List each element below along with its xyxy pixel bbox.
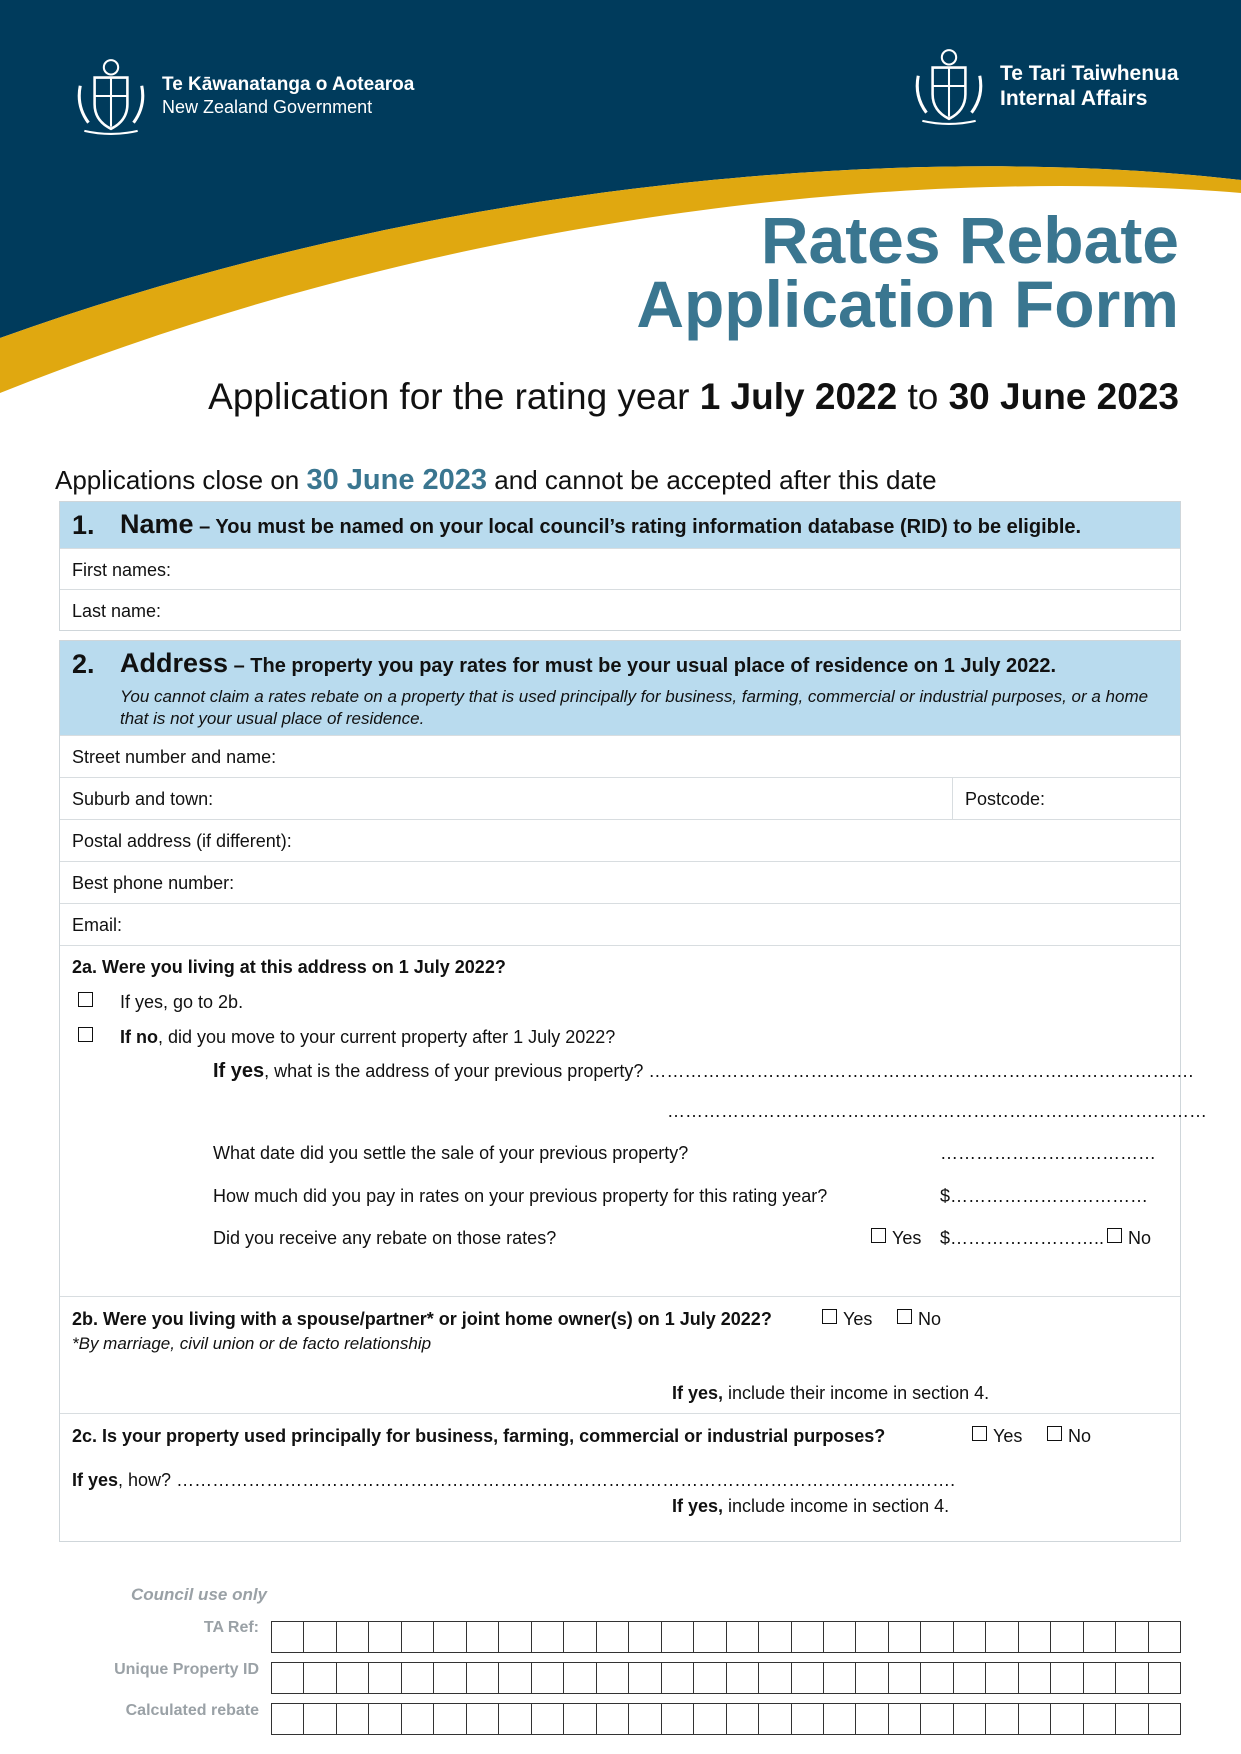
q2a-yes-label: If yes, go to 2b. <box>120 992 244 1012</box>
rebate-yes-checkbox[interactable] <box>871 1228 886 1243</box>
council-box[interactable] <box>629 1663 661 1693</box>
q2c-how-rest: , how? <box>118 1470 177 1490</box>
gov-logo-line1: Te Kāwanatanga o Aotearoa <box>162 73 415 95</box>
question-2c <box>60 1413 1180 1534</box>
council-box[interactable] <box>986 1622 1018 1652</box>
subtitle-mid: to <box>897 376 949 417</box>
q2c-if-rest: include income in section 4. <box>723 1496 950 1516</box>
council-box[interactable] <box>304 1704 336 1734</box>
section-address-header <box>60 641 1180 735</box>
q2a-no-bold: If no <box>120 1027 158 1047</box>
postcode-label: Postcode: <box>965 789 1046 809</box>
council-box[interactable] <box>824 1663 856 1693</box>
council-box[interactable] <box>402 1704 434 1734</box>
internal-affairs-logo <box>908 45 1179 127</box>
gov-logo-line2: New Zealand Government <box>162 96 373 117</box>
q2a-no-label <box>120 1027 615 1048</box>
council-box[interactable] <box>694 1663 726 1693</box>
q2c-label: 2c. Is your property used principally for business, farming, commercial or industrial purposes? <box>72 1426 886 1446</box>
section-title-rest: – The property you pay rates for must be your usual place of residence on 1 July 2022. <box>228 655 1057 677</box>
council-box[interactable] <box>921 1622 953 1652</box>
property-id-boxes[interactable] <box>271 1662 1181 1694</box>
council-box[interactable] <box>369 1663 401 1693</box>
rebate-no-checkbox[interactable] <box>1107 1228 1122 1243</box>
council-box[interactable] <box>792 1622 824 1652</box>
council-box[interactable] <box>564 1663 596 1693</box>
nz-government-logo <box>70 55 414 137</box>
q2c-yes-label: Yes <box>993 1426 1023 1446</box>
close-date: 30 June 2023 <box>306 464 488 496</box>
council-box[interactable] <box>954 1663 986 1693</box>
council-box[interactable] <box>856 1704 888 1734</box>
council-box[interactable] <box>1051 1663 1083 1693</box>
last-name-label: Last name: <box>72 601 162 621</box>
council-box[interactable] <box>1019 1663 1051 1693</box>
postal-label: Postal address (if different): <box>72 831 292 851</box>
council-box[interactable] <box>727 1663 759 1693</box>
q2b-yes-label: Yes <box>843 1309 873 1329</box>
council-box[interactable] <box>662 1704 694 1734</box>
council-box[interactable] <box>986 1663 1018 1693</box>
rating-year-subtitle <box>208 376 1179 418</box>
q2a-label: 2a. Were you living at this address on 1 July 2022? <box>72 957 506 977</box>
council-box[interactable] <box>532 1663 564 1693</box>
council-box[interactable] <box>402 1663 434 1693</box>
council-use-label: Council use only <box>131 1585 268 1604</box>
council-box[interactable] <box>337 1622 369 1652</box>
council-box[interactable] <box>954 1622 986 1652</box>
council-box[interactable] <box>597 1663 629 1693</box>
council-box[interactable] <box>1084 1622 1116 1652</box>
ta-ref-boxes[interactable] <box>271 1621 1181 1653</box>
council-box[interactable] <box>499 1663 531 1693</box>
q2b-no-label: No <box>918 1309 942 1329</box>
council-box[interactable] <box>921 1704 953 1734</box>
rates-paid-label: How much did you pay in rates on your previous property for this rating year? <box>213 1186 828 1206</box>
council-box[interactable] <box>727 1704 759 1734</box>
q2c-no-label: No <box>1068 1426 1092 1446</box>
section-address-note: You cannot claim a rates rebate on a property that is used principally for business, farming, commercial or industrial purposes, or a home that is not your usual place of residence. <box>120 687 1149 728</box>
section-name <box>59 501 1181 631</box>
council-box[interactable] <box>1084 1663 1116 1693</box>
council-box[interactable] <box>954 1704 986 1734</box>
q2b-yes-checkbox[interactable] <box>822 1309 837 1324</box>
section-title <box>120 648 1056 679</box>
prev-address-line1[interactable]: ………………………………………………………………………………. <box>648 1061 1194 1081</box>
council-box[interactable] <box>467 1663 499 1693</box>
q2b-no-checkbox[interactable] <box>897 1309 912 1324</box>
coat-of-arms-icon <box>70 55 152 137</box>
q2b-label: 2b. Were you living with a spouse/partner* or joint home owner(s) on 1 July 2022? <box>72 1309 772 1329</box>
council-box[interactable] <box>1051 1704 1083 1734</box>
ta-ref-label: TA Ref: <box>203 1619 259 1636</box>
q2c-if-bold: If yes, <box>672 1496 724 1516</box>
postal-address-field[interactable] <box>60 819 1180 861</box>
street-label: Street number and name: <box>72 747 277 767</box>
council-box[interactable] <box>792 1704 824 1734</box>
council-box[interactable] <box>1019 1704 1051 1734</box>
settle-date-label: What date did you settle the sale of your previous property? <box>213 1143 689 1163</box>
email-label: Email: <box>72 915 123 935</box>
council-box[interactable] <box>856 1663 888 1693</box>
phone-label: Best phone number: <box>72 873 235 893</box>
section-address <box>59 640 1207 1542</box>
q2b-income-note <box>672 1383 989 1404</box>
section-title-main: Name <box>120 509 194 539</box>
council-box[interactable] <box>467 1622 499 1652</box>
subtitle-to: 30 June 2023 <box>948 376 1179 417</box>
q2c-no-checkbox[interactable] <box>1047 1426 1062 1441</box>
suburb-row <box>60 777 1180 819</box>
subtitle-from: 1 July 2022 <box>699 376 898 417</box>
council-box[interactable] <box>337 1704 369 1734</box>
q2c-how-input[interactable]: …………………………………………………………………………………………………………………. <box>176 1470 956 1490</box>
page-title <box>636 203 1179 341</box>
council-box[interactable] <box>434 1622 466 1652</box>
council-box[interactable] <box>564 1622 596 1652</box>
q2b-if-bold: If yes, <box>672 1383 724 1403</box>
section-title-main: Address <box>120 648 229 678</box>
council-box[interactable] <box>986 1704 1018 1734</box>
council-box[interactable] <box>337 1663 369 1693</box>
council-box[interactable] <box>1116 1704 1148 1734</box>
prev-address-label <box>213 1060 1193 1083</box>
council-box[interactable] <box>1149 1622 1180 1652</box>
council-box[interactable] <box>499 1622 531 1652</box>
settle-date-input[interactable]: ……………………………… <box>940 1143 1156 1163</box>
council-box[interactable] <box>369 1704 401 1734</box>
dept-logo-line2: Internal Affairs <box>1000 87 1148 110</box>
council-box[interactable] <box>694 1704 726 1734</box>
suburb-field[interactable] <box>60 778 952 819</box>
dept-logo-line1: Te Tari Taiwhenua <box>1000 61 1179 85</box>
section-number: 2. <box>72 649 95 679</box>
council-box[interactable] <box>369 1622 401 1652</box>
close-post: and cannot be accepted after this date <box>487 465 937 495</box>
q2a-no-rest: , did you move to your current property after 1 July 2022? <box>158 1027 616 1047</box>
council-box[interactable] <box>792 1663 824 1693</box>
section-title <box>120 509 1081 540</box>
email-field[interactable] <box>60 903 1180 945</box>
council-box[interactable] <box>532 1704 564 1734</box>
q2c-yes-checkbox[interactable] <box>972 1426 987 1441</box>
council-box[interactable] <box>597 1622 629 1652</box>
phone-field[interactable] <box>60 861 1180 903</box>
prev-address-bold: If yes <box>213 1060 265 1082</box>
council-box[interactable] <box>727 1622 759 1652</box>
first-names-field[interactable] <box>60 548 1180 589</box>
section-number: 1. <box>72 510 95 540</box>
suburb-label: Suburb and town: <box>72 789 214 809</box>
close-notice <box>55 464 937 497</box>
council-box[interactable] <box>597 1704 629 1734</box>
question-2b <box>60 1296 1180 1413</box>
council-box[interactable] <box>1116 1663 1148 1693</box>
council-box[interactable] <box>824 1704 856 1734</box>
q2a-yes-checkbox[interactable] <box>78 992 93 1007</box>
council-box[interactable] <box>824 1622 856 1652</box>
postcode-field[interactable] <box>952 778 1181 819</box>
council-box[interactable] <box>1116 1622 1148 1652</box>
council-box[interactable] <box>694 1622 726 1652</box>
coat-of-arms-icon <box>908 45 990 127</box>
rebate-no-label: No <box>1128 1228 1152 1248</box>
q2b-note: *By marriage, civil union or de facto relationship <box>72 1334 432 1353</box>
council-box[interactable] <box>662 1622 694 1652</box>
council-box[interactable] <box>434 1663 466 1693</box>
council-box[interactable] <box>1084 1704 1116 1734</box>
title-line1: Rates Rebate <box>760 203 1179 277</box>
property-id-label: Unique Property ID <box>114 1661 259 1678</box>
first-names-label: First names: <box>72 560 172 580</box>
council-box[interactable] <box>272 1622 304 1652</box>
council-box[interactable] <box>499 1704 531 1734</box>
q2c-how <box>72 1470 955 1491</box>
council-box[interactable] <box>889 1704 921 1734</box>
q2c-how-bold: If yes <box>72 1470 119 1490</box>
council-box[interactable] <box>889 1622 921 1652</box>
close-pre: Applications close on <box>55 465 307 495</box>
council-box[interactable] <box>662 1663 694 1693</box>
street-field[interactable] <box>60 735 1180 777</box>
section-name-header <box>60 502 1180 548</box>
council-box[interactable] <box>629 1704 661 1734</box>
question-2a <box>60 945 1207 1296</box>
rebate-received-label: Did you receive any rebate on those rates? <box>213 1228 557 1248</box>
calculated-rebate-label: Calculated rebate <box>125 1702 259 1719</box>
council-box[interactable] <box>272 1704 304 1734</box>
q2c-income-note <box>672 1496 949 1517</box>
q2b-if-rest: include their income in section 4. <box>723 1383 990 1403</box>
rebate-yes-label: Yes <box>892 1228 922 1248</box>
last-name-field[interactable] <box>60 589 1180 630</box>
council-box[interactable] <box>759 1704 791 1734</box>
council-box[interactable] <box>629 1622 661 1652</box>
prev-address-rest: , what is the address of your previous property? <box>264 1061 649 1081</box>
council-box[interactable] <box>434 1704 466 1734</box>
rates-paid-input[interactable]: $…………………………… <box>940 1186 1149 1206</box>
council-box[interactable] <box>304 1663 336 1693</box>
council-box[interactable] <box>1019 1622 1051 1652</box>
council-box[interactable] <box>467 1704 499 1734</box>
council-box[interactable] <box>304 1622 336 1652</box>
council-box[interactable] <box>889 1663 921 1693</box>
council-box[interactable] <box>1051 1622 1083 1652</box>
rebate-amount-input[interactable]: $…………………….. <box>940 1228 1105 1248</box>
council-box[interactable] <box>1149 1704 1180 1734</box>
council-box[interactable] <box>856 1622 888 1652</box>
council-box[interactable] <box>532 1622 564 1652</box>
q2a-no-checkbox[interactable] <box>78 1027 93 1042</box>
prev-address-line2[interactable]: ……………………………………………………………………………… <box>667 1101 1207 1121</box>
section-title-rest: – You must be named on your local council’s rating information database (RID) to be eligible. <box>193 516 1082 538</box>
council-box[interactable] <box>272 1663 304 1693</box>
title-line2: Application Form <box>636 267 1179 341</box>
calculated-rebate-boxes[interactable] <box>271 1703 1181 1735</box>
council-box[interactable] <box>921 1663 953 1693</box>
council-box[interactable] <box>759 1663 791 1693</box>
council-box[interactable] <box>402 1622 434 1652</box>
subtitle-pre: Application for the rating year <box>208 376 700 417</box>
council-box[interactable] <box>759 1622 791 1652</box>
council-box[interactable] <box>564 1704 596 1734</box>
council-box[interactable] <box>1149 1663 1180 1693</box>
